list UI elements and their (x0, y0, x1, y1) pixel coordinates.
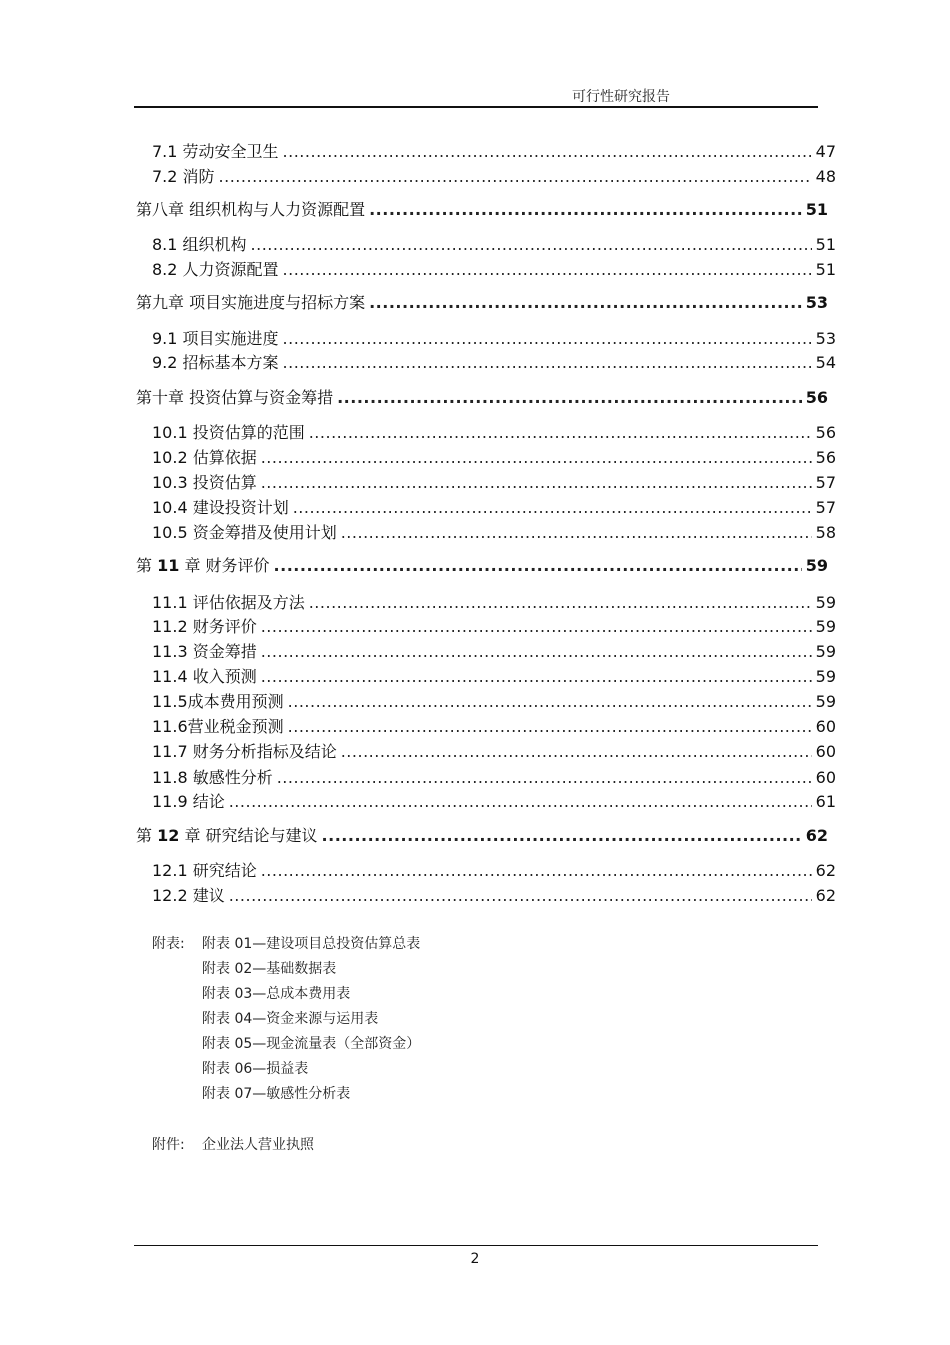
toc-entry-label: 7.2 消防 (152, 167, 215, 186)
toc-chapter-page: 59 (805, 556, 828, 575)
appendix-table-item: 附表 05—现金流量表（全部资金） (202, 1036, 421, 1052)
toc-entry-page: 56 (815, 423, 836, 442)
toc-chapter-page: 51 (805, 200, 828, 219)
chapter-title: 章 研究结论与建议 (179, 826, 318, 845)
toc-chapter-label: 第九章 项目实施进度与招标方案 (136, 293, 366, 312)
dot-leader (261, 473, 812, 493)
toc-entry-page: 56 (815, 448, 836, 467)
chapter-number: 12 (157, 826, 180, 845)
toc-entry-page: 48 (815, 167, 836, 186)
header-divider (134, 106, 818, 108)
toc-entry-page: 60 (815, 742, 836, 761)
toc-entry-label: 11.7 财务分析指标及结论 (152, 742, 337, 761)
toc-entry-page: 62 (815, 886, 836, 905)
chapter-number: 11 (157, 556, 180, 575)
dot-leader (288, 717, 812, 737)
toc-entry-11-1[interactable] (152, 593, 836, 613)
dot-leader (369, 200, 802, 220)
toc-entry-page: 58 (815, 523, 836, 542)
toc-entry-11-3[interactable] (152, 642, 836, 662)
toc-entry-7-2[interactable] (152, 167, 836, 187)
toc-entry-10-3[interactable] (152, 473, 836, 493)
toc-entry-11-4[interactable] (152, 667, 836, 687)
dot-leader (283, 142, 812, 162)
dot-leader (341, 523, 812, 543)
dot-leader (261, 617, 812, 637)
toc-chapter-12[interactable] (136, 826, 828, 846)
toc-entry-label: 11.1 评估依据及方法 (152, 593, 305, 612)
dot-leader (261, 667, 812, 687)
attachment-item: 企业法人营业执照 (202, 1137, 314, 1153)
dot-leader (229, 886, 812, 906)
toc-entry-page: 51 (815, 235, 836, 254)
toc-entry-12-2[interactable] (152, 886, 836, 906)
toc-entry-9-2[interactable] (152, 353, 836, 373)
toc-entry-page: 59 (815, 692, 836, 711)
page-number: 2 (470, 1251, 480, 1267)
toc-entry-label: 11.9 结论 (152, 792, 225, 811)
dot-leader (309, 423, 812, 443)
dot-leader (283, 260, 812, 280)
toc-entry-label: 11.4 收入预测 (152, 667, 257, 686)
toc-entry-8-2[interactable] (152, 260, 836, 280)
toc-entry-label: 9.1 项目实施进度 (152, 329, 279, 348)
dot-leader (261, 642, 812, 662)
toc-entry-page: 59 (815, 642, 836, 661)
toc-entry-label: 8.2 人力资源配置 (152, 260, 279, 279)
toc-entry-label: 10.3 投资估算 (152, 473, 257, 492)
toc-chapter-11[interactable] (136, 556, 828, 576)
toc-entry-10-2[interactable] (152, 448, 836, 468)
dot-leader (283, 329, 812, 349)
toc-entry-label: 12.2 建议 (152, 886, 225, 905)
toc-chapter-label: 第十章 投资估算与资金筹措 (136, 388, 334, 407)
dot-leader (337, 388, 802, 408)
dot-leader (369, 293, 802, 313)
appendix-table-item: 附表 06—损益表 (202, 1061, 309, 1077)
toc-entry-11-2[interactable] (152, 617, 836, 637)
toc-entry-10-1[interactable] (152, 423, 836, 443)
toc-entry-label: 11.6营业税金预测 (152, 717, 284, 736)
dot-leader (283, 353, 812, 373)
dot-leader (322, 826, 802, 846)
toc-entry-label: 10.5 资金筹措及使用计划 (152, 523, 337, 542)
toc-entry-page: 54 (815, 353, 836, 372)
toc-entry-11-8[interactable] (152, 768, 836, 788)
toc-entry-page: 60 (815, 717, 836, 736)
dot-leader (261, 861, 812, 881)
toc-chapter-label (136, 556, 270, 576)
chapter-prefix: 第 (136, 826, 158, 845)
attachments-label: 附件: (152, 1137, 185, 1153)
toc-entry-label: 12.1 研究结论 (152, 861, 257, 880)
chapter-title: 章 财务评价 (179, 556, 270, 575)
toc-entry-label: 11.3 资金筹措 (152, 642, 257, 661)
toc-entry-label: 10.1 投资估算的范围 (152, 423, 305, 442)
toc-chapter-8[interactable] (136, 200, 828, 220)
toc-entry-label: 10.2 估算依据 (152, 448, 257, 467)
toc-entry-11-6[interactable] (152, 717, 836, 737)
running-header-title: 可行性研究报告 (572, 89, 670, 105)
dot-leader (277, 768, 812, 788)
toc-entry-label: 9.2 招标基本方案 (152, 353, 279, 372)
dot-leader (293, 498, 812, 518)
toc-entry-12-1[interactable] (152, 861, 836, 881)
toc-chapter-page: 53 (805, 293, 828, 312)
toc-chapter-page: 62 (805, 826, 828, 845)
dot-leader (261, 448, 812, 468)
toc-entry-page: 61 (815, 792, 836, 811)
toc-chapter-page: 56 (805, 388, 828, 407)
appendix-table-item: 附表 02—基础数据表 (202, 961, 337, 977)
toc-entry-8-1[interactable] (152, 235, 836, 255)
toc-entry-page: 57 (815, 473, 836, 492)
dot-leader (288, 692, 812, 712)
toc-entry-10-4[interactable] (152, 498, 836, 518)
toc-entry-page: 59 (815, 593, 836, 612)
toc-entry-page: 59 (815, 617, 836, 636)
toc-chapter-label (136, 826, 318, 846)
toc-entry-label: 11.5成本费用预测 (152, 692, 284, 711)
toc-entry-page: 51 (815, 260, 836, 279)
toc-entry-label: 10.4 建设投资计划 (152, 498, 289, 517)
appendix-table-item: 附表 03—总成本费用表 (202, 986, 351, 1002)
dot-leader (341, 742, 812, 762)
toc-chapter-label: 第八章 组织机构与人力资源配置 (136, 200, 366, 219)
appendix-table-item: 附表 01—建设项目总投资估算总表 (202, 936, 421, 952)
toc-entry-9-1[interactable] (152, 329, 836, 349)
footer-divider (134, 1245, 818, 1246)
toc-entry-page: 47 (815, 142, 836, 161)
chapter-prefix: 第 (136, 556, 158, 575)
toc-entry-page: 62 (815, 861, 836, 880)
toc-chapter-9[interactable] (136, 293, 828, 313)
dot-leader (219, 167, 812, 187)
toc-entry-page: 59 (815, 667, 836, 686)
toc-entry-page: 60 (815, 768, 836, 787)
toc-entry-label: 11.8 敏感性分析 (152, 768, 273, 787)
toc-entry-11-5[interactable] (152, 692, 836, 712)
toc-entry-11-9[interactable] (152, 792, 836, 812)
appendix-table-item: 附表 04—资金来源与运用表 (202, 1011, 379, 1027)
dot-leader (274, 556, 802, 576)
toc-entry-label: 11.2 财务评价 (152, 617, 257, 636)
dot-leader (309, 593, 812, 613)
toc-chapter-10[interactable] (136, 388, 828, 408)
toc-entry-10-5[interactable] (152, 523, 836, 543)
toc-entry-label: 7.1 劳动安全卫生 (152, 142, 279, 161)
toc-entry-label: 8.1 组织机构 (152, 235, 247, 254)
dot-leader (229, 792, 812, 812)
appendix-tables-label: 附表: (152, 936, 185, 952)
dot-leader (251, 235, 812, 255)
toc-entry-page: 53 (815, 329, 836, 348)
toc-entry-page: 57 (815, 498, 836, 517)
toc-entry-11-7[interactable] (152, 742, 836, 762)
appendix-table-item: 附表 07—敏感性分析表 (202, 1086, 351, 1102)
toc-entry-7-1[interactable] (152, 142, 836, 162)
